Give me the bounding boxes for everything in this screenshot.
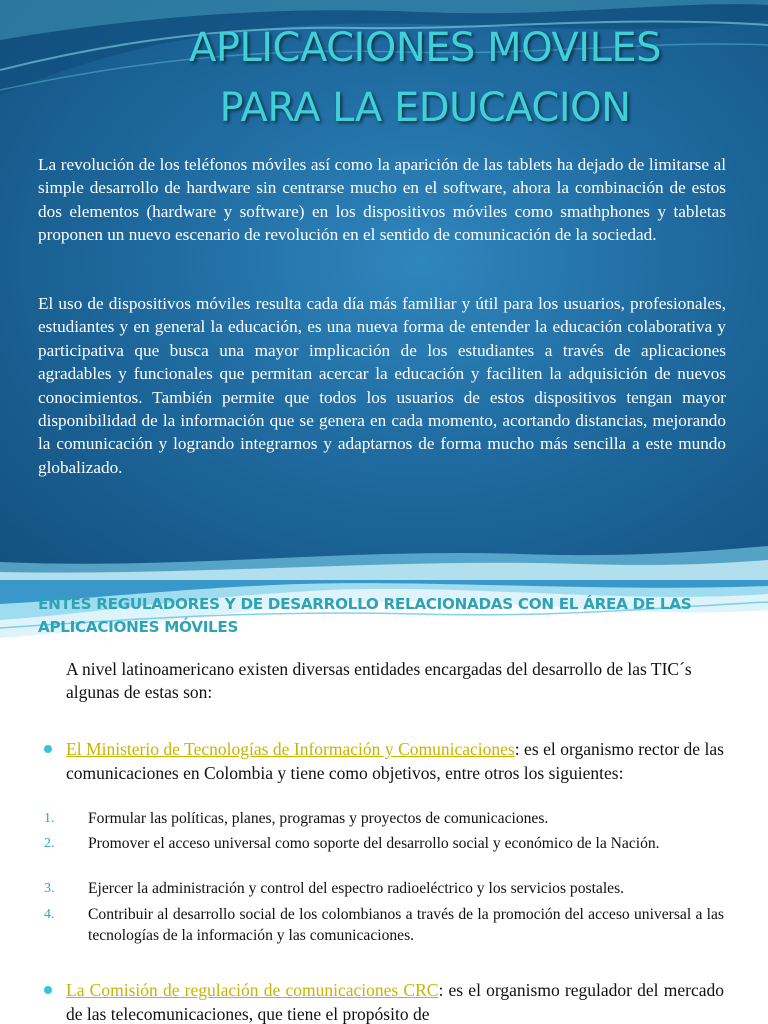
numbered-item	[44, 808, 724, 829]
decorative-wave-bottom	[0, 540, 768, 580]
bullet-dot-icon	[44, 986, 52, 994]
ministerio-link[interactable]: El Ministerio de Tecnologías de Información y Comunicaciones	[66, 739, 515, 759]
item-text: Formular las políticas, planes, programas y proyectos de comunicaciones.	[88, 810, 549, 827]
bullet-text	[44, 979, 724, 1024]
item-text: Promover el acceso universal como soporte del desarrollo social y económico de la Nación.	[88, 835, 660, 852]
bullet-description: : es el organismo rector de las comunicaciones en Colombia y tiene como objetivos, entre otros los siguientes:	[66, 739, 724, 783]
intro-text: A nivel latinoamericano existen diversas entidades encargadas del desarrollo de las TIC´s algunas de estas son:	[66, 659, 692, 702]
section-heading: ENTES REGULADORES Y DE DESARROLLO RELACIONADAS CON EL ÁREA DE LAS APLICACIONES MÓVILES	[38, 595, 692, 636]
item-number: 1.	[44, 811, 55, 826]
bullet-dot-icon	[44, 745, 52, 753]
slide-title-line-1: APLICACIONES MOVILES	[188, 25, 662, 71]
numbered-item	[44, 878, 724, 899]
bullet-description: : es el organismo regulador del mercado de las telecomunicaciones, que tiene el propósito de	[66, 980, 725, 1024]
item-text: Contribuir al desarrollo social de los colombianos a través de la promoción del acceso universal a las tecnologías de la información y las comunicaciones.	[88, 906, 724, 944]
item-number: 4.	[44, 907, 55, 922]
item-number: 2.	[44, 836, 55, 851]
slide-2	[0, 580, 768, 1024]
bullet-text	[44, 738, 724, 785]
numbered-item	[44, 833, 724, 854]
usage-paragraph: El uso de dispositivos móviles resulta cada día más familiar y útil para los usuarios, profesionales, estudiantes y en general la educación, es una nueva forma de entender la educación colaborativa y participativa que busca una mayor implicación de los estudiantes a través de aplicaciones agradables y funcionales que permitan acercar la educación y faciliten la adquisición de nuevos conocimientos. También permite que todos los usuarios de estos dispositivos tengan mayor disponibilidad de la información que se genera en cada momento, acortando distancias, mejorando la comunicación y logrando integrarnos y adaptarnos de forma mucho más sencilla a este mundo globalizado.	[38, 294, 726, 477]
list-item-ministerio	[44, 738, 724, 785]
item-number: 3.	[44, 881, 55, 896]
slide-title-line-2: PARA LA EDUCACION	[219, 85, 631, 131]
intro-paragraph: La revolución de los teléfonos móviles así como la aparición de las tablets ha dejado de limitarse al simple desarrollo de hardware sin centrarse mucho en el software, ahora la combinación de estos dos elementos (hardware y software) en los dispositivos móviles como smathphones y tabletas proponen un nuevo escenario de revolución en el sentido de comunicación de la sociedad.	[38, 155, 726, 245]
crc-link[interactable]: La Comisión de regulación de comunicaciones CRC	[66, 980, 439, 1000]
item-text: Ejercer la administración y control del espectro radioeléctrico y los servicios postales.	[88, 880, 625, 897]
list-item-crc	[44, 979, 724, 1024]
numbered-item	[44, 904, 724, 946]
